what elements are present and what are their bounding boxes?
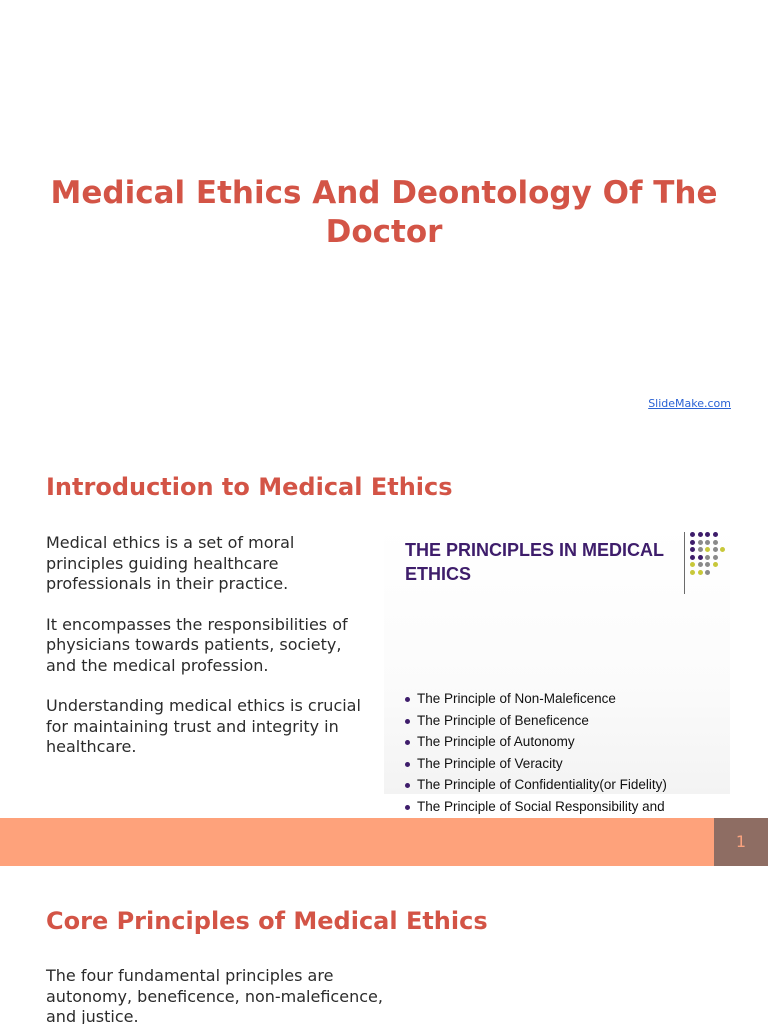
list-item-text: The Principle of Veracity — [417, 755, 563, 771]
paragraph: Understanding medical ethics is crucial for maintaining trust and integrity in healthcare. — [46, 696, 361, 756]
decorative-dot — [705, 562, 710, 567]
decorative-dot — [690, 570, 695, 575]
list-item-text: The Principle of Autonomy — [417, 734, 575, 749]
decorative-dot — [690, 540, 695, 545]
decorative-dot — [698, 532, 703, 537]
paragraph: Medical ethics is a set of moral principles guiding healthcare professionals in their practice. — [46, 533, 295, 593]
bullet-icon — [405, 740, 410, 745]
list-item-text: The Principle of Beneficence — [417, 712, 589, 728]
list-item — [405, 690, 705, 708]
decorative-dot — [713, 555, 718, 560]
bullet-icon — [405, 719, 410, 724]
decorative-dot — [705, 555, 710, 560]
list-item — [405, 776, 705, 794]
page-number: 1 — [714, 818, 768, 866]
decorative-dot — [690, 532, 695, 537]
presentation-title: Medical Ethics And Deontology Of The Doctor — [50, 175, 718, 250]
slide-heading: Core Principles of Medical Ethics — [46, 907, 488, 935]
list-item — [405, 733, 705, 751]
bullet-icon — [405, 805, 410, 810]
decorative-dot-grid-icon — [690, 532, 726, 580]
decorative-dot — [713, 532, 718, 537]
list-item-text: The Principle of Non-Maleficence — [417, 691, 616, 706]
list-item-text: The Principle of Social Responsibility and — [417, 798, 665, 814]
intro-slide — [0, 432, 768, 866]
decorative-dot — [705, 540, 710, 545]
paragraph: The four fundamental principles are autonomy, beneficence, non-maleficence, and justice. — [46, 966, 383, 1024]
slidemake-link[interactable]: SlideMake.com — [648, 397, 731, 410]
decorative-dot — [713, 547, 718, 552]
list-item — [405, 712, 705, 730]
list-item — [405, 755, 705, 773]
bullet-icon — [405, 783, 410, 788]
decorative-dot — [690, 555, 695, 560]
slide-body-text — [46, 966, 386, 1024]
slide-footer-bar — [0, 818, 768, 866]
paragraph: It encompasses the responsibilities of physicians towards patients, society, and the medical profession. — [46, 614, 348, 675]
principles-image — [384, 524, 730, 814]
divider — [684, 532, 685, 594]
principles-list — [405, 690, 705, 837]
decorative-dot — [698, 555, 703, 560]
decorative-dot — [698, 562, 703, 567]
bullet-icon — [405, 762, 410, 767]
title-slide — [0, 0, 768, 432]
decorative-dot — [690, 547, 695, 552]
bullet-icon — [405, 697, 410, 702]
list-item-text: The Principle of Confidentiality(or Fidelity) — [417, 777, 667, 792]
decorative-dot — [720, 547, 725, 552]
decorative-dot — [713, 562, 718, 567]
decorative-dot — [698, 570, 703, 575]
decorative-dot — [690, 562, 695, 567]
decorative-dot — [705, 532, 710, 537]
decorative-dot — [713, 540, 718, 545]
decorative-dot — [705, 570, 710, 575]
slide-heading: Introduction to Medical Ethics — [46, 473, 453, 501]
slide-body-text — [46, 533, 376, 778]
decorative-dot — [705, 547, 710, 552]
principles-image-title: THE PRINCIPLES IN MEDICAL ETHICS — [405, 540, 664, 584]
decorative-dot — [698, 547, 703, 552]
core-principles-slide — [0, 866, 768, 1024]
decorative-dot — [698, 540, 703, 545]
